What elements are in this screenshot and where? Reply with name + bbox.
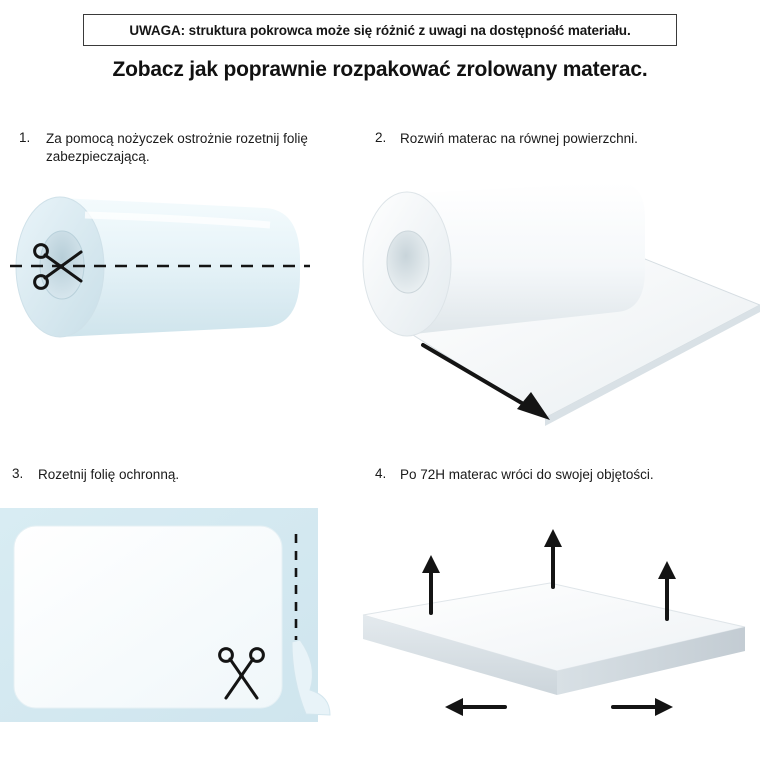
step-4-caption: Po 72H materac wróci do swojej objętości. [400, 467, 654, 482]
step-3-caption: Rozetnij folię ochronną. [38, 467, 180, 482]
step-2-number: 2. [375, 130, 387, 145]
illustration-step-1 [0, 170, 340, 410]
roll-hole-2 [387, 231, 429, 293]
step-3-number: 3. [12, 466, 24, 481]
step-1-number: 1. [19, 130, 31, 145]
notice-text: UWAGA: struktura pokrowca może się różnić z uwagi na dostępność materiału. [129, 22, 631, 38]
step-1-caption: Za pomocą nożyczek ostrożnie rozetnij folię zabezpieczającą. [46, 131, 308, 165]
arrow-up-center-icon [544, 529, 562, 587]
notice-box [83, 14, 677, 46]
mattress-flat [14, 526, 282, 708]
illustration-step-3 [0, 500, 340, 750]
illustration-step-4 [345, 505, 760, 745]
arrow-right-icon [613, 698, 673, 716]
arrow-left-icon [445, 698, 505, 716]
step-4-number: 4. [375, 466, 387, 481]
page-title: Zobacz jak poprawnie rozpakować zrolowany materac. [112, 58, 648, 81]
step-2-caption: Rozwiń materac na równej powierzchni. [400, 131, 638, 146]
illustration-step-2 [345, 160, 760, 440]
